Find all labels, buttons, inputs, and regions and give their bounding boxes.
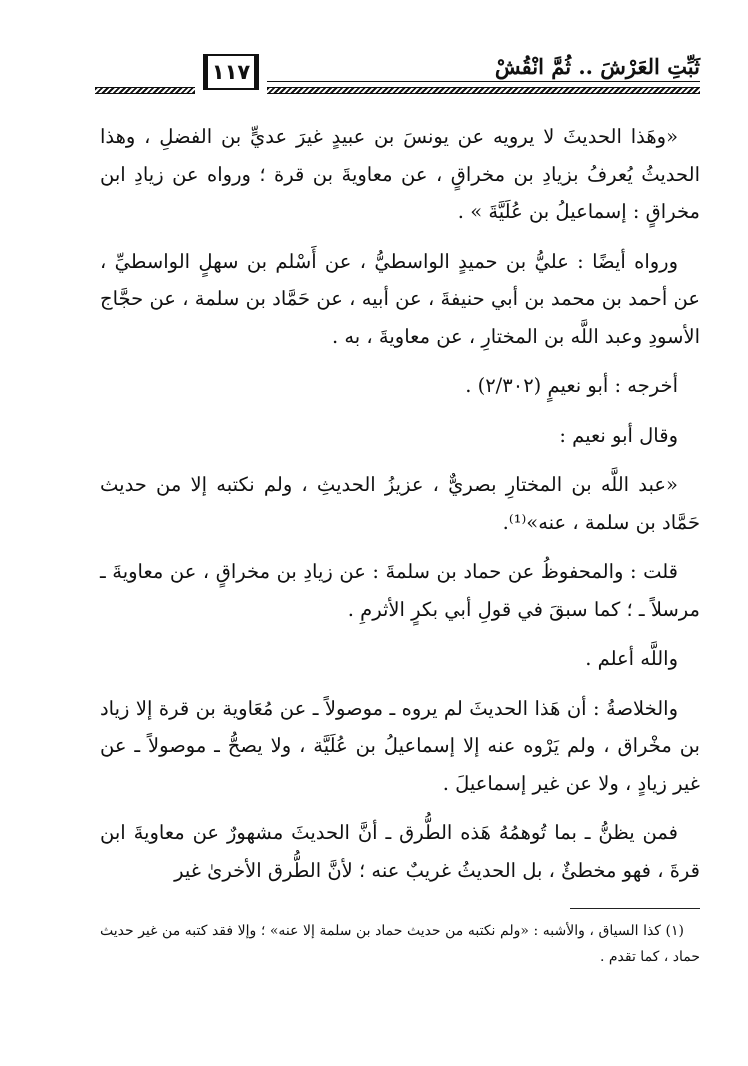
paragraph: وقال أبو نعيم : (559, 423, 678, 447)
footnote (100, 918, 700, 970)
footnote-divider (570, 908, 700, 909)
paragraph: قلت : والمحفوظُ عن حماد بن سلمةَ : عن زيادِ بن مخراقٍ ، عن معاويةَ ـ مرسلاً ـ ؛ كما سبقَ في قولِ أبي بكرٍ الأثرمِ . (100, 560, 700, 621)
header-rule-left (95, 87, 195, 94)
page-number: ١١٧ (203, 54, 259, 90)
paragraph: أخرجه : أبو نعيمٍ (٢/٣٠٢) . (465, 374, 678, 397)
paragraph: والخلاصةُ : أن هَذا الحديثَ لم يروه ـ موصولاً ـ عن مُعَاوية بن قرة إلا زياد بن مخْراق ، ولم يَرْوه عنه إلا إسماعيلُ بن عُلَيَّة ، ولا يصحُّ ـ موصولاً ـ عن غير زيادٍ ، ولا عن غير إسماعيلَ . (100, 696, 700, 795)
paragraph: فمن يظنُّ ـ بما تُوهمُهُ هَذه الطُّرق ـ أنَّ الحديثَ مشهورٌ عن معاويةَ ابن قرةَ ، فهو مخطئٌ ، بل الحديثُ غريبٌ عنه ؛ لأنَّ الطُّرق الأخرىٰ غير (100, 821, 700, 882)
main-text (100, 118, 700, 901)
paragraph: واللَّه أعلم . (585, 647, 678, 670)
paragraph: «وهَذا الحديثَ لا يرويه عن يونسَ بن عبيدٍ غيرَ عديٍّ بن الفضلِ ، وهذا الحديثُ يُعرفُ بزيادِ بن مخراقٍ ، عن معاويةَ بن قرة ؛ ورواه عن زيادِ ابن مخراقٍ : إسماعيلُ بن عُلَيَّةَ » . (100, 125, 700, 223)
paragraph: ورواه أيضًا : عليُّ بن حميدٍ الواسطيُّ ، عن أَسْلم بن سهلٍ الواسطيِّ ، عن أحمد بن محمد بن أبي حنيفةَ ، عن أبيه ، عن حَمَّاد بن سلمة ، عن حجَّاج الأسودِ وعبد اللَّه بن المختارِ ، عن معاويةَ ، به . (100, 249, 700, 348)
page-header (95, 40, 700, 102)
footnote-text: (١) كذا السياق ، والأشبه : «ولم نكتبه من حديث حماد بن سلمة إلا عنه» ؛ وإلا فقد كتبه من غير حديث حماد ، كما تقدم . (100, 923, 700, 965)
running-title: ثَبِّتِ العَرْشَ .. ثُمَّ انْقُشْ (494, 54, 700, 79)
paragraph: «عبد اللَّه بن المختارِ بصريٌّ ، عزيزُ الحديثِ ، ولم نكتبه إلا من حديث حَمَّاد بن سلمة ، عنه»⁽¹⁾. (100, 473, 700, 534)
header-rule-right (267, 87, 700, 94)
header-rule-thin (267, 81, 700, 82)
